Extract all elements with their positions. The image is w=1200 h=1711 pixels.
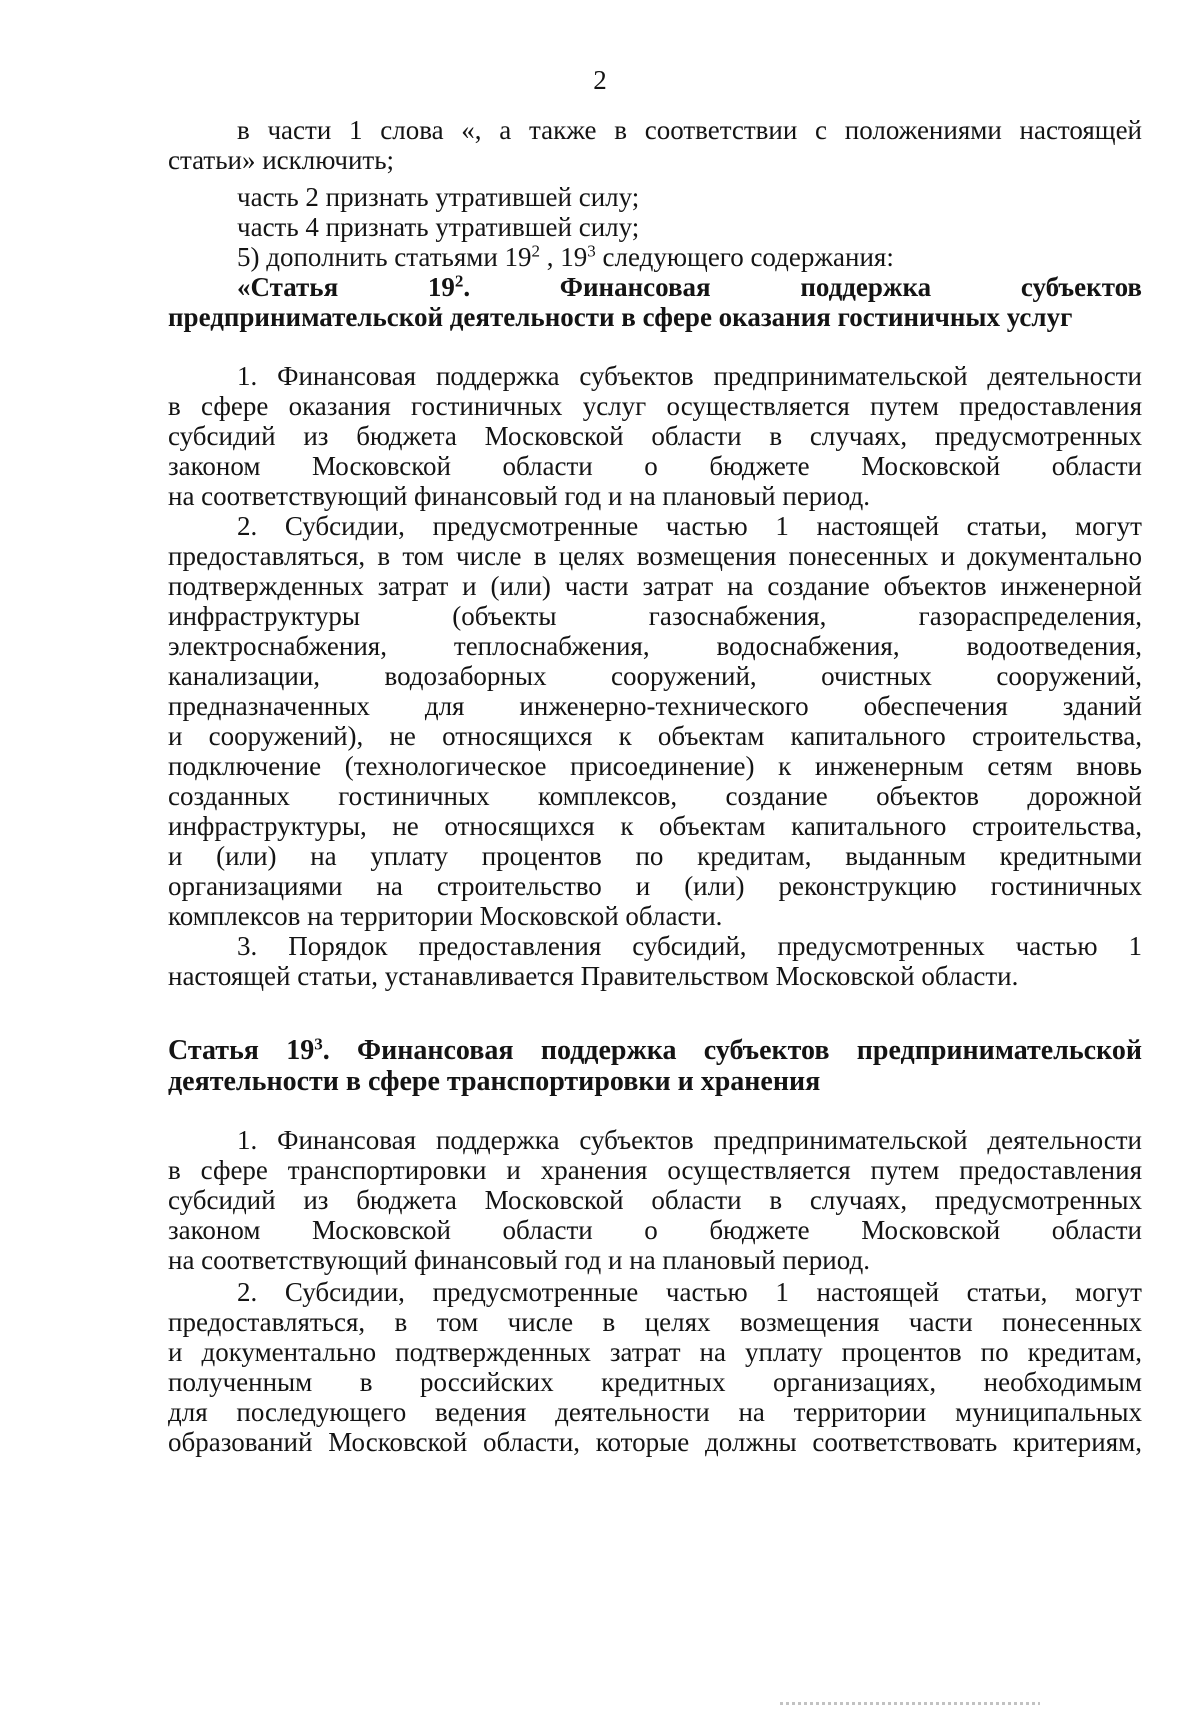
- article-heading: Статья $19^3$. Финансовая поддержка субъектов предпринимательской: [168, 1034, 1142, 1066]
- paragraph-line: субсидий из бюджета Московской области в случаях, предусмотренных: [168, 421, 1142, 451]
- article-heading: деятельности в сфере транспортировки и хранения: [168, 1066, 821, 1097]
- paragraph-line: и (или) на уплату процентов по кредитам, выданным кредитными: [168, 841, 1142, 871]
- paragraph-line: настоящей статьи, устанавливается Правительством Московской области.: [168, 961, 1019, 991]
- paragraph-line: электроснабжения, теплоснабжения, водоснабжения, водоотведения,: [168, 631, 1142, 661]
- amendment-line: 5) дополнить статьями $19^2$ , $19^3$ следующего содержания:: [237, 241, 894, 272]
- amendment-line: статьи» исключить;: [168, 145, 395, 175]
- paragraph-line: канализации, водозаборных сооружений, очистных сооружений,: [168, 661, 1142, 691]
- paragraph-line: 2. Субсидии, предусмотренные частью 1 настоящей статьи, могут: [237, 511, 1142, 541]
- paragraph-line: на соответствующий финансовый год и на плановый период.: [168, 481, 870, 511]
- article-heading: «Статья $19^2$. Финансовая поддержка субъектов: [237, 271, 1143, 302]
- paragraph-line: предназначенных для инженерно-технического обеспечения зданий: [168, 691, 1142, 721]
- amendment-line: часть 2 признать утратившей силу;: [237, 182, 640, 212]
- amendment-line: в части 1 слова «, а также в соответствии с положениями настоящей: [237, 115, 1142, 145]
- paragraph-line: на соответствующий финансовый год и на плановый период.: [168, 1245, 870, 1275]
- scan-artifact: [780, 1702, 1040, 1705]
- paragraph-line: подтвержденных затрат и (или) части затрат на создание объектов инженерной: [168, 571, 1142, 601]
- paragraph-line: 1. Финансовая поддержка субъектов предпринимательской деятельности: [237, 361, 1142, 391]
- paragraph-line: 1. Финансовая поддержка субъектов предпринимательской деятельности: [237, 1125, 1142, 1155]
- amendment-line: часть 4 признать утратившей силу;: [237, 212, 640, 242]
- paragraph-line: законом Московской области о бюджете Московской области: [168, 1215, 1142, 1245]
- paragraph-line: инфраструктуры (объекты газоснабжения, газораспределения,: [168, 601, 1142, 631]
- paragraph-line: законом Московской области о бюджете Московской области: [168, 451, 1142, 481]
- paragraph-line: инфраструктуры, не относящихся к объектам капитального строительства,: [168, 811, 1142, 841]
- paragraph-line: и документально подтвержденных затрат на уплату процентов по кредитам,: [168, 1337, 1142, 1367]
- paragraph-line: подключение (технологическое присоединение) к инженерным сетям вновь: [168, 751, 1142, 781]
- paragraph-line: образований Московской области, которые должны соответствовать критериям,: [168, 1427, 1142, 1457]
- paragraph-line: в сфере транспортировки и хранения осуществляется путем предоставления: [168, 1155, 1142, 1185]
- page-number: 2: [593, 65, 607, 95]
- paragraph-line: субсидий из бюджета Московской области в случаях, предусмотренных: [168, 1185, 1142, 1215]
- paragraph-line: предоставляться, в том числе в целях возмещения части понесенных: [168, 1307, 1142, 1337]
- paragraph-line: полученным в российских кредитных организациях, необходимым: [168, 1367, 1142, 1397]
- paragraph-line: комплексов на территории Московской области.: [168, 901, 723, 931]
- paragraph-line: 3. Порядок предоставления субсидий, предусмотренных частью 1: [237, 931, 1142, 961]
- paragraph-line: предоставляться, в том числе в целях возмещения понесенных и документально: [168, 541, 1142, 571]
- paragraph-line: 2. Субсидии, предусмотренные частью 1 настоящей статьи, могут: [237, 1277, 1142, 1307]
- paragraph-line: для последующего ведения деятельности на территории муниципальных: [168, 1397, 1142, 1427]
- paragraph-line: и сооружений), не относящихся к объектам капитального строительства,: [168, 721, 1142, 751]
- paragraph-line: организациями на строительство и (или) реконструкцию гостиничных: [168, 871, 1142, 901]
- paragraph-line: созданных гостиничных комплексов, создание объектов дорожной: [168, 781, 1142, 811]
- article-heading: предпринимательской деятельности в сфере оказания гостиничных услуг: [168, 302, 1073, 332]
- paragraph-line: в сфере оказания гостиничных услуг осуществляется путем предоставления: [168, 391, 1142, 421]
